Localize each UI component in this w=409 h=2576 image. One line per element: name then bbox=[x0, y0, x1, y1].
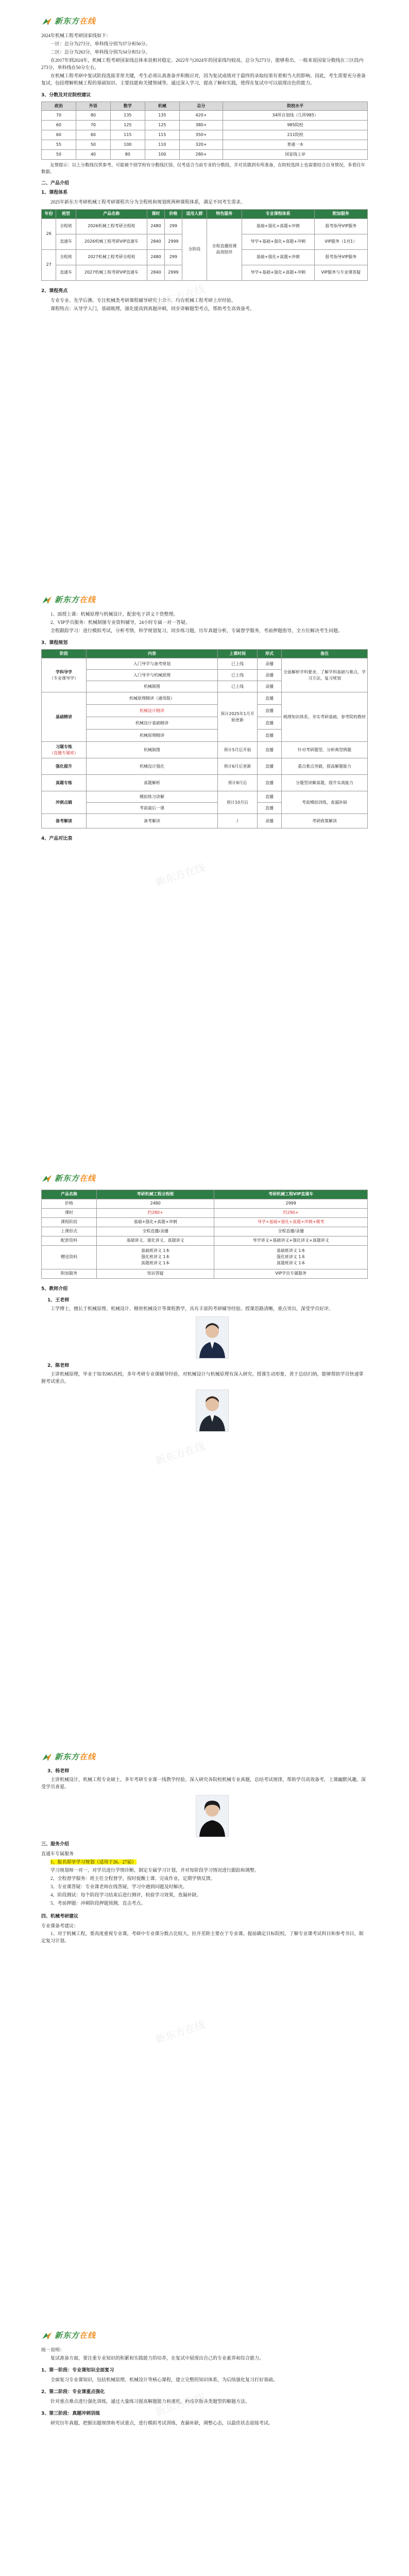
service-item bbox=[50, 1859, 368, 1866]
compare-header: 考研机械工程全程班 bbox=[97, 1190, 214, 1199]
service-item: 3、专业课答疑：专业课老师在线答疑，学习中遇到问题及时解决。 bbox=[50, 1884, 188, 1889]
course-header: 班型 bbox=[56, 210, 76, 218]
table-row bbox=[42, 121, 368, 130]
stage-name: 真题专练 bbox=[56, 780, 72, 785]
score-table bbox=[41, 101, 368, 160]
table-row bbox=[42, 1217, 368, 1227]
brand-name-part2: 在线 bbox=[79, 1174, 96, 1183]
intro-line-2: 二区：总分为263分，单科线分别为34分和51分。 bbox=[50, 49, 150, 55]
teacher-name: 1、王老师 bbox=[47, 1297, 70, 1303]
table-row bbox=[42, 814, 368, 828]
table-cell: 国家线上岸 bbox=[223, 150, 368, 160]
table-cell: 约290+ bbox=[214, 1208, 368, 1217]
p5-intro: 统一说明： bbox=[41, 2347, 65, 2353]
section-service-title: 三、服务介绍 bbox=[41, 1842, 70, 1848]
table-row bbox=[42, 150, 368, 160]
table-cell: 机械设计强化 bbox=[87, 758, 218, 775]
table-cell: 299 bbox=[164, 249, 182, 265]
logo-mark-icon bbox=[41, 17, 53, 26]
p5-para-1: 复试准备方面，要注重专业知识的积累和实践能力的培养，在复试中展现出自己的专业素养和综合能力。 bbox=[50, 2355, 264, 2361]
table-cell: 基础班讲义 1本 强化班讲义 1本 真题班讲义 1本 bbox=[97, 1245, 214, 1269]
table-cell: 2027机械工程考研全程班 bbox=[76, 249, 147, 265]
table-cell bbox=[214, 1217, 368, 1227]
table-cell: 2480 bbox=[147, 249, 165, 265]
course-feature-line-2: 高效陪伴 bbox=[216, 250, 233, 255]
table-cell: 211院校 bbox=[223, 130, 368, 140]
stage-name: 强化提升 bbox=[56, 764, 72, 769]
section-product-sub: 1、课程体系 bbox=[41, 190, 68, 196]
table-cell: 基础+强化+真题+冲刺 bbox=[242, 218, 314, 234]
watermark: 新东方在线 bbox=[154, 861, 207, 889]
score-header: 数学 bbox=[110, 101, 145, 110]
brand-logo bbox=[41, 1751, 368, 1763]
compare-table bbox=[41, 1190, 368, 1278]
table-cell: 125 bbox=[110, 121, 145, 130]
table-cell: 机械设计精讲 bbox=[87, 705, 218, 717]
table-cell: 2999 bbox=[164, 265, 182, 280]
brand-name-part2: 在线 bbox=[79, 2331, 96, 2340]
table-cell: 2480 bbox=[147, 218, 165, 234]
brand-logo bbox=[41, 594, 368, 606]
table-cell: VIP服务（1对1） bbox=[314, 234, 367, 249]
table-cell: VIP学员专属服务 bbox=[214, 1269, 368, 1278]
table-row bbox=[42, 692, 368, 705]
table-cell: 100 bbox=[145, 150, 179, 160]
table-cell: 115 bbox=[145, 130, 179, 140]
table-cell: 价格 bbox=[42, 1199, 97, 1208]
table-cell: 已上线 bbox=[218, 658, 258, 670]
page-5 bbox=[0, 2314, 409, 2576]
teacher-bio: 工学博士，擅长于机械原理、机械设计、精密机械设计等课程教学，具有丰富的考研辅导经验。授课思路清晰，重点突出，深受学员好评。 bbox=[50, 1306, 334, 1311]
teacher-bio: 主讲机械设计，机械工程专业硕士，多年考研专业课一线教学经验。深入研究各院校机械专业真题，总结考试规律，帮助学员高效备考，上课幽默风趣，深受学员喜爱。 bbox=[41, 1777, 366, 1790]
course-header: 特色服务 bbox=[207, 210, 242, 218]
table-cell: 录播 bbox=[258, 681, 282, 692]
stage-sub: （专业课导学） bbox=[49, 675, 78, 681]
table-cell: 全程直播/录播 bbox=[214, 1227, 368, 1236]
stage-name: 基础精讲 bbox=[56, 714, 72, 719]
table-cell: 附加服务 bbox=[42, 1269, 97, 1278]
logo-mark-icon bbox=[41, 1174, 53, 1183]
table-cell: 直播 bbox=[258, 717, 282, 730]
service-item: 4、阶段测试：每个阶段学习结束后进行测评，检验学习效果，查漏补缺。 bbox=[50, 1892, 201, 1897]
stage-name: 冲刺点睛 bbox=[56, 800, 72, 805]
table-cell: 2999 bbox=[164, 234, 182, 249]
point-3: 全程跟踪学习：进行模拟考试，分析考情，科学规划复习，同步练习题，历年真题分析，专属督学服务，考前押题指导，全方位解决考生问题。 bbox=[50, 628, 343, 634]
table-row bbox=[42, 111, 368, 121]
teacher-name: 2、陈老师 bbox=[47, 1363, 70, 1369]
table-cell: 录播 bbox=[258, 814, 282, 828]
page-4 bbox=[0, 1736, 409, 2314]
table-row bbox=[42, 130, 368, 140]
table-cell: 2480 bbox=[97, 1199, 214, 1208]
table-cell: 110 bbox=[145, 140, 179, 150]
table-cell: 直播 bbox=[258, 705, 282, 717]
plan-header: 阶段 bbox=[42, 650, 87, 658]
table-cell: 入门导学与备考规划 bbox=[87, 658, 218, 670]
table-cell: 全程直播/录播 bbox=[97, 1227, 214, 1236]
table-cell: 上课形式 bbox=[42, 1227, 97, 1236]
table-cell: 55 bbox=[42, 140, 76, 150]
stage-title: 1、第一阶段：专业课知识全面复习 bbox=[41, 2368, 114, 2374]
table-cell: 机械原理精讲 bbox=[87, 730, 218, 742]
table-cell: 基础+强化+真题+冲刺 bbox=[97, 1217, 214, 1227]
teacher-photo bbox=[196, 1316, 229, 1359]
table-cell: 2026机械工程考研全程班 bbox=[76, 218, 147, 234]
stage-name: 学科导学 bbox=[56, 669, 72, 674]
table-cell: 2840 bbox=[147, 265, 165, 280]
table-cell: 70 bbox=[42, 111, 76, 121]
table-row bbox=[42, 1245, 368, 1269]
course-feature-line-1: 全程直播授课 bbox=[212, 243, 237, 248]
point-1: 1、面授上课：机械原理与机械设计，配套电子讲义干货整理。 bbox=[50, 612, 178, 617]
stage-cell bbox=[42, 742, 87, 758]
table-cell: 真题解析 bbox=[87, 775, 218, 791]
table-cell: 320+ bbox=[179, 140, 223, 150]
brand-name-part2: 在线 bbox=[79, 16, 96, 26]
section-score-title: 3、分数及对应院校建议 bbox=[41, 92, 91, 98]
table-cell: 导学讲义+基础讲义+强化讲义+真题讲义 bbox=[214, 1236, 368, 1245]
table-cell: 280+ bbox=[179, 150, 223, 160]
course-header: 产品名称 bbox=[76, 210, 147, 218]
table-cell: 299 bbox=[164, 218, 182, 234]
course-header: 年份 bbox=[42, 210, 56, 218]
score-note: 友情提示：以上分数线仅供参考，可能被个别学校有分数线区别。仅考适合当前专业的分数段，并对其做到有所准备，在院校选择上也需要结合自身情况，多看往年数据。 bbox=[41, 162, 366, 175]
table-cell: 预计5月后开始 bbox=[218, 742, 258, 758]
stage-note: 分题型讲解真题，提升实战能力 bbox=[282, 775, 368, 791]
stage-cell bbox=[42, 758, 87, 775]
table-cell: 课程阶段 bbox=[42, 1217, 97, 1227]
table-cell: 115 bbox=[110, 130, 145, 140]
table-cell: 125 bbox=[145, 121, 179, 130]
watermark: 新东方在线 bbox=[154, 2391, 207, 2418]
table-cell: 135 bbox=[145, 111, 179, 121]
table-cell: 直播 bbox=[258, 775, 282, 791]
table-row bbox=[42, 1208, 368, 1217]
service-sub: 直通车专属服务 bbox=[41, 1851, 74, 1856]
score-header: 总分 bbox=[179, 101, 223, 110]
table-row bbox=[42, 1199, 368, 1208]
table-row bbox=[42, 218, 368, 234]
table-row bbox=[42, 791, 368, 803]
plan-header: 备注 bbox=[282, 650, 368, 658]
section-compare-title: 4、产品对比表 bbox=[41, 836, 73, 842]
stage-note: 考前模拟训练，查漏补缺 bbox=[282, 791, 368, 814]
table-cell: / bbox=[218, 814, 258, 828]
stage-cell bbox=[42, 692, 87, 742]
table-cell: 直播 bbox=[258, 758, 282, 775]
logo-mark-icon bbox=[41, 1753, 53, 1762]
notice-text: 1、对于机械工程，要高度重视专业课，考研中专业课分数占比较大，拉开差距主要在于专业课。提前确定目标院校，了解专业课考试科目和参考书目，制定复习计划。 bbox=[41, 1931, 364, 1944]
course-year: 27 bbox=[42, 249, 56, 280]
table-cell: 录播 bbox=[258, 670, 282, 681]
plan-header: 形式 bbox=[258, 650, 282, 658]
table-row bbox=[42, 1269, 368, 1278]
table-row bbox=[42, 758, 368, 775]
stage-note: 考研政策解读 bbox=[282, 814, 368, 828]
intro-title: 2024年机械工程考研国家线如下： bbox=[41, 33, 111, 39]
course-year: 26 bbox=[42, 218, 56, 249]
score-header: 机械 bbox=[145, 101, 179, 110]
table-cell: 直播 bbox=[258, 730, 282, 742]
stage-text: 全面复习专业课知识，包括机械原理、机械设计等核心课程，建立完整的知识体系，为后续强化复习打好基础。 bbox=[50, 2377, 278, 2383]
stage-title: 2、第二阶段：专业课重点强化 bbox=[41, 2389, 105, 2395]
table-cell: 2840 bbox=[147, 234, 165, 249]
plan-header: 内容 bbox=[87, 650, 218, 658]
table-row bbox=[42, 775, 368, 791]
notice-intro: 专业课备考建议： bbox=[41, 1923, 79, 1928]
table-cell: 课时 bbox=[42, 1208, 97, 1217]
service-item-highlight: 1、报名即享学习规划（适用于26、27届） bbox=[50, 1859, 137, 1865]
table-cell: 考前最后一课 bbox=[87, 803, 218, 814]
teacher-bio: 主讲机械原理，毕业于知名985高校，多年考研专业课辅导经验，对机械设计与机械原理有深入研究。授课生动形象，善于总结归纳，能够帮助学员快速掌握考试重点。 bbox=[41, 1371, 364, 1384]
table-cell: 导学+基础+强化+真题+冲刺 bbox=[242, 234, 314, 249]
table-cell: 60 bbox=[76, 130, 110, 140]
table-cell: 350+ bbox=[179, 130, 223, 140]
table-cell: 预计2025年1月开始更新 bbox=[218, 692, 258, 742]
service-item: 学习规划师一对一，对学员进行学情诊断，制定专属学习计划，并对每阶段学习情况进行跟踪和调整。 bbox=[50, 1867, 260, 1873]
brand-name-part2: 在线 bbox=[79, 595, 96, 604]
table-cell: 基础讲义、强化讲义、真题讲义 bbox=[97, 1236, 214, 1245]
course-header: 专业课程体系 bbox=[242, 210, 314, 218]
table-cell: 基础班讲义 1本 强化班讲义 1本 真题班讲义 1本 bbox=[214, 1245, 368, 1269]
brand-logo bbox=[41, 15, 368, 27]
brand-logo bbox=[41, 2330, 368, 2342]
stage-title: 3、第三阶段：真题冲刺训练 bbox=[41, 2411, 100, 2416]
course-header: 课时 bbox=[147, 210, 165, 218]
course-features: 专业专业、先学后测、专注机械类考研课程辅导研究十余年，均有机械工程考研上岸经验。 bbox=[50, 297, 236, 303]
table-cell: 导学+基础+强化+真题+冲刺 bbox=[242, 265, 314, 280]
table-cell: 全程班 bbox=[56, 218, 76, 234]
section-teacher-title: 5、教师介绍 bbox=[41, 1286, 68, 1292]
score-header: 院校水平 bbox=[223, 101, 368, 110]
table-cell: 机械设计基础精讲 bbox=[87, 717, 218, 730]
plan-header: 上课时间 bbox=[218, 650, 258, 658]
table-cell: 模拟练习讲解 bbox=[87, 791, 218, 803]
page-3 bbox=[0, 1157, 409, 1736]
table-cell: 已上线 bbox=[218, 681, 258, 692]
table-row bbox=[42, 1236, 368, 1245]
score-header: 外语 bbox=[76, 101, 110, 110]
table-cell: 60 bbox=[42, 121, 76, 130]
table-cell: 备考解读 bbox=[87, 814, 218, 828]
table-cell: 直通车 bbox=[56, 265, 76, 280]
course-header: 附加服务 bbox=[314, 210, 367, 218]
table-cell: 报考指导VIP服务 bbox=[314, 218, 367, 234]
table-row bbox=[42, 140, 368, 150]
logo-mark-icon bbox=[41, 596, 53, 605]
section-notice-title: 四、机械考研建议 bbox=[41, 1913, 79, 1919]
table-cell: 机械制图 bbox=[87, 681, 218, 692]
table-cell: 约280+ bbox=[97, 1208, 214, 1217]
stage-highlight: 导学+基础+强化+真题+冲刺+模考 bbox=[257, 1219, 325, 1224]
table-cell: 报考指导VIP服务 bbox=[314, 249, 367, 265]
table-cell: 985院校 bbox=[223, 121, 368, 130]
table-cell: 入门导学与机械原理 bbox=[87, 670, 218, 681]
course-table bbox=[41, 209, 368, 280]
table-cell: 50 bbox=[76, 140, 110, 150]
stage-note: 针对考研题型，分析典型例题 bbox=[282, 742, 368, 758]
table-cell: 基础+强化+真题+冲刺 bbox=[242, 249, 314, 265]
table-cell: 80 bbox=[76, 111, 110, 121]
table-row bbox=[42, 658, 368, 670]
course-header: 价格 bbox=[164, 210, 182, 218]
table-cell: 135 bbox=[110, 111, 145, 121]
table-cell: 380+ bbox=[179, 121, 223, 130]
teacher-photo bbox=[196, 1389, 229, 1432]
watermark: 新东方在线 bbox=[154, 2018, 207, 2046]
table-cell: 40 bbox=[76, 150, 110, 160]
table-cell: 预计10月后 bbox=[218, 791, 258, 814]
table-cell: 预计6月后更新 bbox=[218, 758, 258, 775]
page-2 bbox=[0, 579, 409, 1157]
section-product-title: 二、产品介绍 bbox=[41, 181, 70, 187]
table-cell: 已上线 bbox=[218, 670, 258, 681]
table-cell: 50 bbox=[42, 150, 76, 160]
table-cell: 机械原理精讲（通用版） bbox=[87, 692, 218, 705]
course-feature bbox=[207, 218, 242, 280]
table-cell: 60 bbox=[42, 130, 76, 140]
table-cell: 录播 bbox=[258, 658, 282, 670]
intro-line-3: 在2017年到2024年，机械工程考研国家线总体来说相对稳定。2022年与2024年的国家线均较高，总分为273分，能够看出，一般来说国家分数线在三区段内 273分，单科线在50分左右。 bbox=[41, 58, 364, 70]
stage-cell bbox=[42, 814, 87, 828]
table-cell: 直播 bbox=[258, 803, 282, 814]
table-cell: 2026机械工程考研VIP直通车 bbox=[76, 234, 147, 249]
stage-text: 研究历年真题，把握出题规律和考试重点，进行模拟考试训练，查漏补缺，调整心态，以最佳状态迎接考试。 bbox=[50, 2420, 274, 2426]
table-cell: 70 bbox=[76, 121, 110, 130]
product-intro: 2025年新东方考研机械工程考研课程共分为全程班和规划班两种课程体系，满足不同考生需求。 bbox=[50, 199, 246, 205]
table-cell: 2027机械工程考研VIP直通车 bbox=[76, 265, 147, 280]
watermark: 新东方在线 bbox=[154, 1439, 207, 1467]
table-cell: 知识答疑 bbox=[97, 1269, 214, 1278]
stage-sub: （直播专属班） bbox=[49, 750, 78, 755]
table-cell: 80 bbox=[110, 150, 145, 160]
table-cell: 100 bbox=[110, 140, 145, 150]
table-cell: 直播 bbox=[258, 742, 282, 758]
course-header: 适用人群 bbox=[182, 210, 207, 218]
brand-name-part2: 在线 bbox=[79, 1752, 96, 1761]
plan-table bbox=[41, 649, 368, 828]
service-item: 5、考前押题：冲刺阶段押题预测，直击考点。 bbox=[50, 1900, 146, 1906]
brand-name-part1: 新东方 bbox=[55, 1752, 80, 1761]
table-cell: 预计8月后 bbox=[218, 775, 258, 791]
stage-text: 针对重点难点进行强化训练，通过大量练习提高解题能力和速度，熟练掌握各类题型的解题方法。 bbox=[50, 2398, 250, 2404]
table-row bbox=[42, 742, 368, 758]
watermark: 新东方在线 bbox=[154, 282, 207, 310]
section-plan-title: 3、课程规划 bbox=[41, 640, 68, 646]
table-cell: 配套资料 bbox=[42, 1236, 97, 1245]
stage-cell bbox=[42, 658, 87, 692]
table-cell: 全程班 bbox=[56, 249, 76, 265]
teacher-name: 3、杨老师 bbox=[47, 1769, 70, 1774]
brand-logo bbox=[41, 1173, 368, 1184]
stage-name: 习题专练 bbox=[56, 744, 72, 749]
intro-line-1: 一区：总分为273分，单科线分别为37分和56分。 bbox=[50, 41, 150, 47]
point-2: 2、VIP学员服务：机械制图专业资料辅导，24小时专属一对一答疑。 bbox=[50, 620, 191, 625]
stage-cell bbox=[42, 775, 87, 791]
stage-name: 备考解读 bbox=[56, 818, 72, 823]
brand-name-part1: 新东方 bbox=[55, 2331, 80, 2340]
table-cell: 420+ bbox=[179, 111, 223, 121]
brand-name-part1: 新东方 bbox=[55, 16, 80, 26]
compare-header: 考研机械工程VIP直通车 bbox=[214, 1190, 368, 1199]
intro-para-2: 在机械工程考研中复试阶段选拔非常关键，考生必须认真准备并积极应对，因为复试成绩对于最终的录取结果有着相当大的影响。因此，考生需要充分准备复试，包括理解机械工程的基础知识、主要技能和关键领域等。通过深入学习，提高了解和实践，使得在复试中可以展现出色的能力。 bbox=[41, 73, 366, 86]
section-features-title: 2、课程亮点 bbox=[41, 288, 68, 294]
table-cell: 普通一本 bbox=[223, 140, 368, 150]
compare-header: 产品名称 bbox=[42, 1190, 97, 1199]
table-cell: 2999 bbox=[214, 1199, 368, 1208]
table-cell: 直通车 bbox=[56, 234, 76, 249]
course-audience: 全阶段 bbox=[182, 218, 207, 280]
brand-name-part1: 新东方 bbox=[55, 595, 80, 604]
table-cell: 直播 bbox=[258, 692, 282, 705]
service-item: 2、全程督学服务：班主任全程督学，按时提醒上课、完成作业，定期学情反馈。 bbox=[50, 1875, 215, 1881]
stage-note: 重点难点突破，提高解题能力 bbox=[282, 758, 368, 775]
score-header: 政治 bbox=[42, 101, 76, 110]
table-cell: 赠送资料 bbox=[42, 1245, 97, 1269]
table-cell: 机械制图 bbox=[87, 742, 218, 758]
table-cell: 直播 bbox=[258, 791, 282, 803]
table-cell: 34所自划线（几所985） bbox=[223, 111, 368, 121]
stage-note: 全面解析学科要求，了解学科基础与难点，学习方法，复习规划 bbox=[282, 658, 368, 692]
logo-mark-icon bbox=[41, 2331, 53, 2341]
stage-note: 梳理知识体系，夯实考研基础，参考院校教材 bbox=[282, 692, 368, 742]
course-features-2: 课程特点：从导学入门，基础梳理，强化提高到真题冲刺，同步讲解题型考点，帮助考生高效备考。 bbox=[50, 306, 255, 311]
brand-name-part1: 新东方 bbox=[55, 1174, 80, 1183]
stage-cell bbox=[42, 791, 87, 814]
table-cell: VIP服务与专业课答疑 bbox=[314, 265, 367, 280]
teacher-photo bbox=[196, 1795, 229, 1837]
table-row bbox=[42, 1227, 368, 1236]
page-1 bbox=[0, 0, 409, 579]
